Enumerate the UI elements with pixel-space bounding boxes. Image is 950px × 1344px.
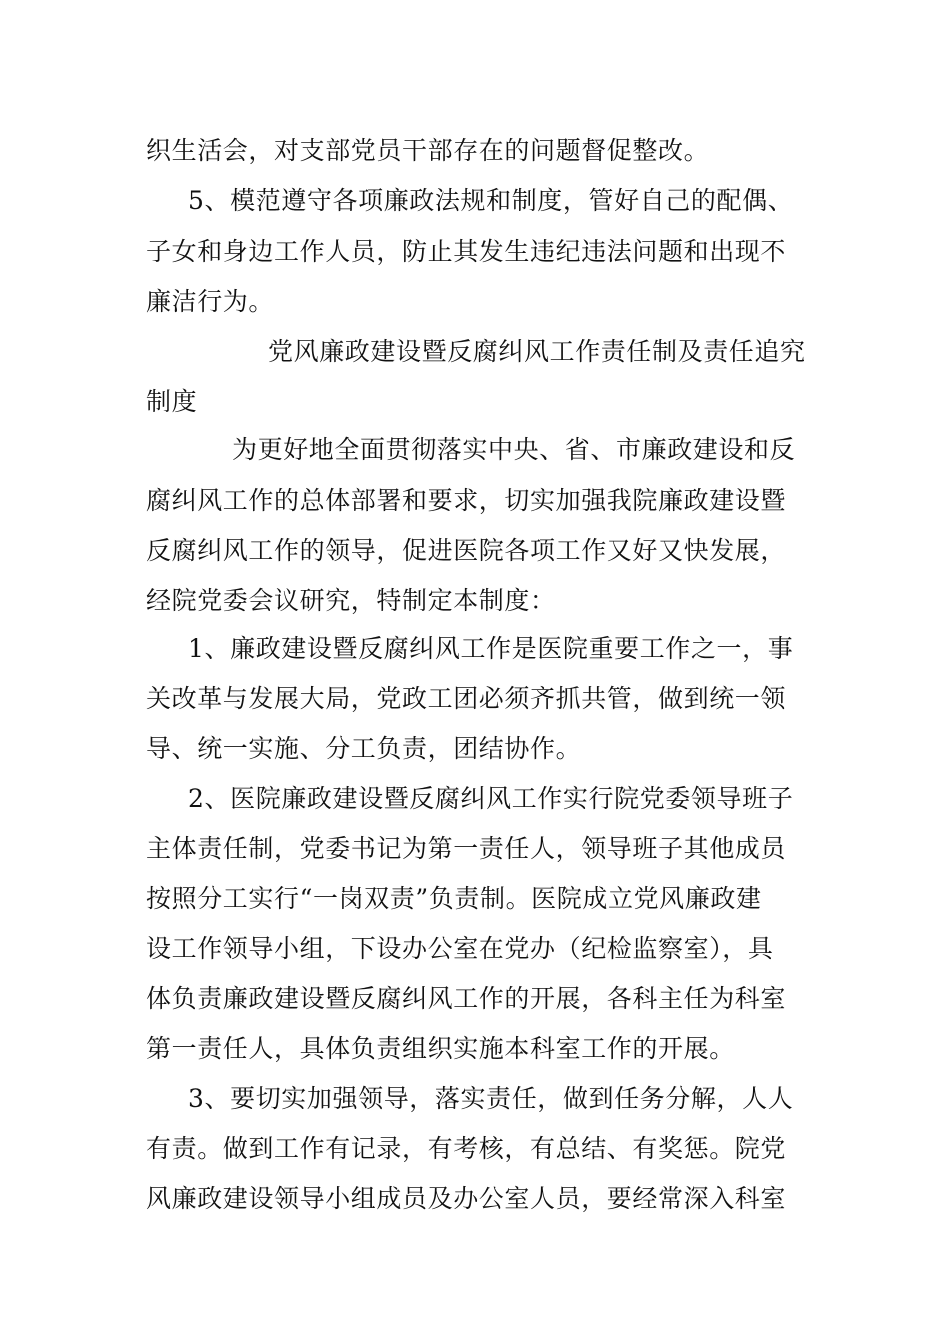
text-line: 织生活会，对支部党员干部存在的问题督促整改。 [146,136,710,165]
text-line: 导、统一实施、分工负责，团结协作。 [146,734,582,763]
text-line: 风廉政建设领导小组成员及办公室人员，要经常深入科室 [146,1184,787,1213]
text-line: 2、医院廉政建设暨反腐纠风工作实行院党委领导班子 [188,784,794,813]
text-line: 廉洁行为。 [146,287,275,316]
text-line: 按照分工实行“一岗双责”负责制。医院成立党风廉政建 [146,884,762,913]
section-title: 党风廉政建设暨反腐纠风工作责任制及责任追究 [268,337,806,366]
text-line: 1、廉政建设暨反腐纠风工作是医院重要工作之一，事 [188,634,794,663]
text-line: 第一责任人，具体负责组织实施本科室工作的开展。 [146,1034,735,1063]
section-title-continued: 制度 [146,387,198,416]
text-line: 5、模范遵守各项廉政法规和制度，管好自己的配偶、 [188,186,794,215]
text-line: 关改革与发展大局，党政工团必须齐抓共管，做到统一领 [146,684,787,713]
text-line: 子女和身边工作人员，防止其发生违纪违法问题和出现不 [146,237,787,266]
text-line: 经院党委会议研究，特制定本制度： [146,586,556,615]
text-line: 体负责廉政建设暨反腐纠风工作的开展，各科主任为科室 [146,984,787,1013]
text-line: 为更好地全面贯彻落实中央、省、市廉政建设和反 [232,435,796,464]
text-line: 3、要切实加强领导，落实责任，做到任务分解，人人 [188,1084,794,1113]
text-line: 主体责任制，党委书记为第一责任人，领导班子其他成员 [146,834,787,863]
text-line: 腐纠风工作的总体部署和要求，切实加强我院廉政建设暨 [146,486,787,515]
text-line: 设工作领导小组，下设办公室在党办（纪检监察室），具 [146,934,774,963]
text-line: 反腐纠风工作的领导，促进医院各项工作又好又快发展， [146,536,787,565]
text-line: 有责。做到工作有记录，有考核，有总结、有奖惩。院党 [146,1134,787,1163]
